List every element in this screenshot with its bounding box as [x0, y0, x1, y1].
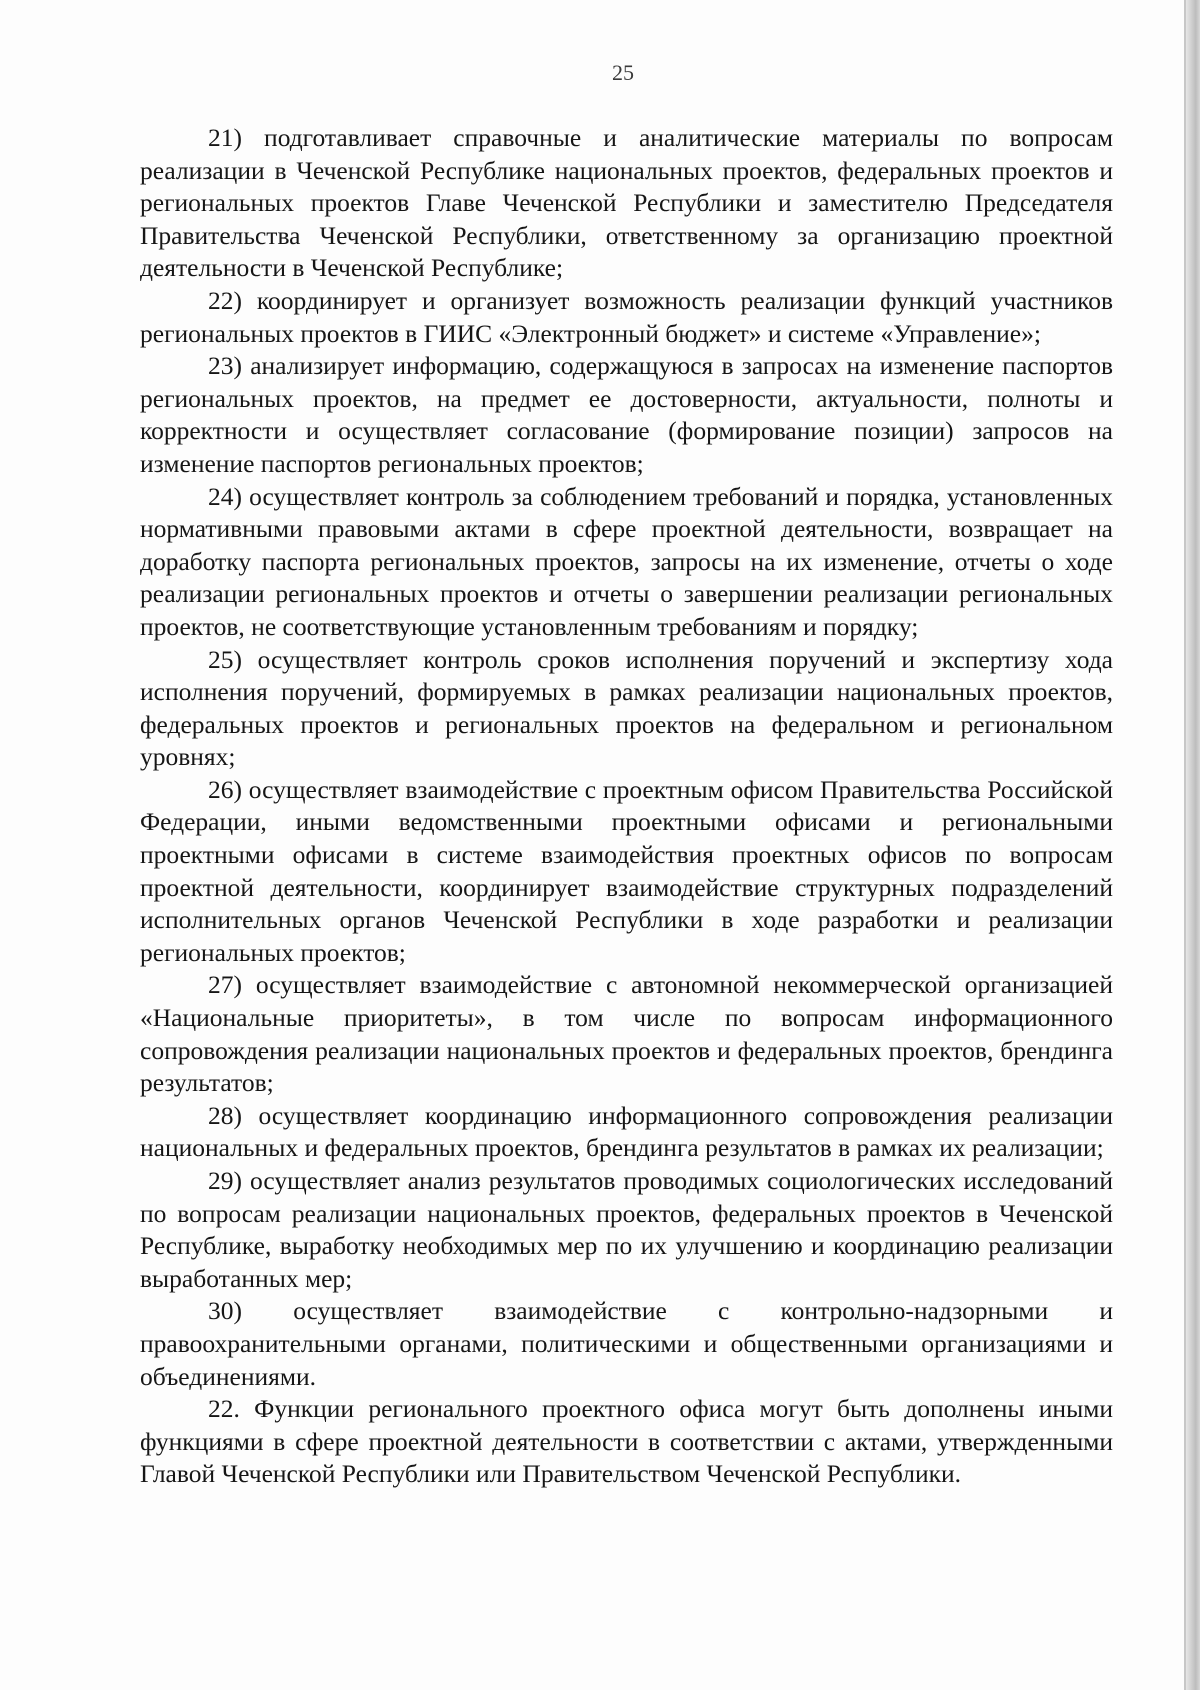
scan-edge [1186, 0, 1200, 1690]
paragraph-item-28: 28) осуществляет координацию информационного сопровождения реализации национальных и федеральных проектов, брендинга результатов в рамках их реализации; [140, 1100, 1113, 1163]
paragraph-item-30: 30) осуществляет взаимодействие с контрольно-надзорными и правоохранительными органами, политическими и общественными организациями и объединениями. [140, 1296, 1113, 1391]
paragraph-item-24: 24) осуществляет контроль за соблюдением требований и порядка, установленных нормативными правовыми актами в сфере проектной деятельности, возвращает на доработку паспорта региональных проектов, запросы на их изменение, отчеты о ходе реализации региональных проектов и отчеты о завершении реализации региональных проектов, не соответствующие установленным требованиям и порядку; [140, 481, 1113, 641]
paragraph-item-23: 23) анализирует информацию, содержащуюся в запросах на изменение паспортов региональных проектов, на предмет ее достоверности, актуальности, полноты и корректности и осуществляет согласование (формирование позиции) запросов на изменение паспортов региональных проектов; [140, 351, 1113, 478]
paragraph-section-22: 22. Функции регионального проектного офиса могут быть дополнены иными функциями в сфере проектной деятельности в соответствии с актами, утвержденными Главой Чеченской Республики или Правительством Чеченской Республики. [140, 1394, 1113, 1489]
paragraph-item-27: 27) осуществляет взаимодействие с автономной некоммерческой организацией «Национальные приоритеты», в том числе по вопросам информационного сопровождения реализации национальных проектов и федеральных проектов, брендинга результатов; [140, 970, 1113, 1098]
paragraph-item-22: 22) координирует и организует возможность реализации функций участников региональных проектов в ГИИС «Электронный бюджет» и системе «Управление»; [140, 285, 1113, 348]
document-body [140, 122, 1113, 1491]
paragraph-item-26: 26) осуществляет взаимодействие с проектным офисом Правительства Российской Федерации, иными ведомственными проектными офисами и региональными проектными офисами в системе взаимодействия проектных офисов по вопросам проектной деятельности, координирует взаимодействие структурных подразделений исполнительных органов Чеченской Республики в ходе разработки и реализации региональных проектов; [140, 774, 1113, 967]
page-number: 25 [612, 60, 634, 85]
paragraph-item-21: 21) подготавливает справочные и аналитические материалы по вопросам реализации в Чеченской Республике национальных проектов, федеральных проектов и региональных проектов Главе Чеченской Республики и заместителю Председателя Правительства Чеченской Республики, ответственному за организацию проектной деятельности в Чеченской Республике; [140, 123, 1113, 283]
paragraph-item-29: 29) осуществляет анализ результатов проводимых социологических исследований по вопросам реализации национальных проектов, федеральных проектов в Чеченской Республике, выработку необходимых мер по их улучшению и координацию реализации выработанных мер; [140, 1166, 1113, 1293]
paragraph-item-25: 25) осуществляет контроль сроков исполнения поручений и экспертизу хода исполнения поручений, формируемых в рамках реализации национальных проектов, федеральных проектов и региональных проектов на федеральном и региональном уровнях; [140, 644, 1113, 772]
